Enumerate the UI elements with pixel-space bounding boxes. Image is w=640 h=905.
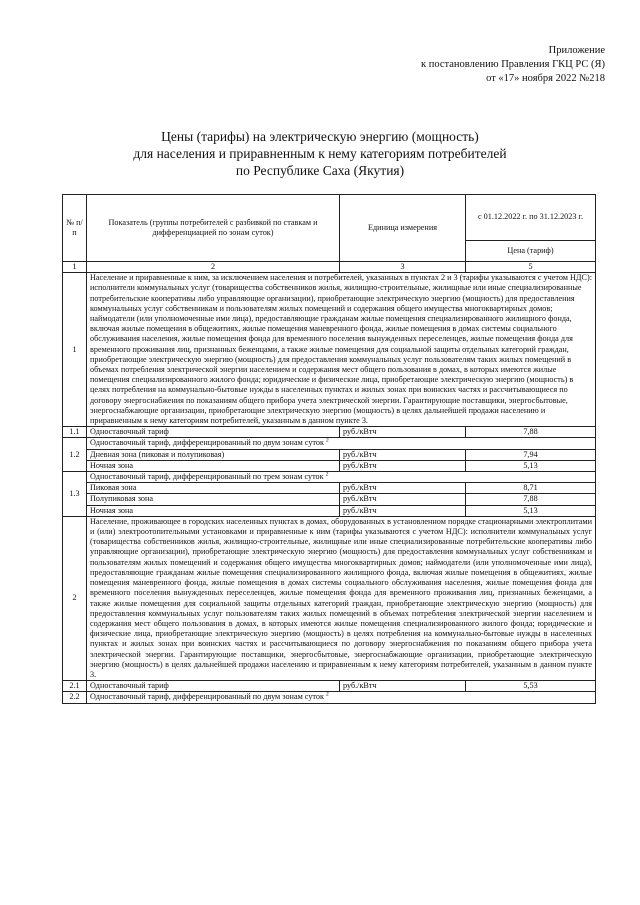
row-1-1-num: 1.1: [63, 427, 87, 438]
row-2-2-footnote: 2: [326, 691, 329, 698]
row-1-2-header: [63, 438, 596, 449]
header-unit: Единица измерения: [340, 195, 466, 262]
row-1-2-label: Одноставочный тариф, дифференцированный по двум зонам суток: [90, 438, 324, 448]
index-2: 2: [87, 262, 340, 273]
row-1-3-zone-night-label: Ночная зона: [87, 505, 340, 516]
title-line-3: по Республике Саха (Якутия): [235, 163, 405, 178]
row-2-2-header: [63, 692, 596, 703]
row-1-3-num: 1.3: [63, 472, 87, 517]
header-num: № п/п: [63, 195, 87, 262]
appendix-block: [421, 44, 605, 86]
row-2-2-label-cell: [87, 692, 596, 703]
row-1-2-footnote: 2: [326, 437, 329, 444]
row-1-3-label-cell: [87, 472, 596, 483]
row-1-2-zone-night-price: 5,13: [466, 460, 596, 471]
row-1-3-zone-peak-unit: руб./кВтч: [340, 483, 466, 494]
row-1-2-label-cell: [87, 438, 596, 449]
row-1-3-zone-night-unit: руб./кВтч: [340, 505, 466, 516]
row-2-1-label: Одноставочный тариф: [87, 681, 340, 692]
row-2-1-price: 5,53: [466, 681, 596, 692]
row-1-2-zone-night: [63, 460, 596, 471]
index-1: 1: [63, 262, 87, 273]
section-2-row: [63, 516, 596, 680]
row-1-1: [63, 427, 596, 438]
row-1-2-zone-day: [63, 449, 596, 460]
section-2-num: 2: [63, 516, 87, 680]
row-2-1: [63, 681, 596, 692]
header-price: Цена (тариф): [466, 241, 596, 262]
row-1-3-label: Одноставочный тариф, дифференцированный по трем зонам суток: [90, 472, 324, 482]
row-1-2-zone-night-label: Ночная зона: [87, 460, 340, 471]
section-1-row: [63, 273, 596, 427]
row-1-3-zone-peak: [63, 483, 596, 494]
index-row: [63, 262, 596, 273]
row-2-2-num: 2.2: [63, 692, 87, 703]
row-1-1-unit: руб./кВтч: [340, 427, 466, 438]
section-1-description: Население и приравненные к ним, за исключением населения и потребителей, указанных в пунктах 2 и 3 (тарифы указываются с учетом НДС): исполнители коммунальных услуг (товарищества собственников жилья, жилищно-строительные, жилищные или иные специализированные потребительские кооперативы либо управляющие организации), приобретающие электрическую энергию (мощность) для предоставления коммунальных услуг собственникам и пользователям жилых помещений и содержания общего имущества многоквартирных домов; наймодатели (или уполномоченные ими лица), предоставляющие гражданам жилые помещения специализированного жилищного фонда, включая жилые помещения в общежитиях, жилые помещения маневренного фонда, жилые помещения в домах системы социального обслуживания населения, жилые помещения фонда для временного поселения вынужденных переселенцев, жилые помещения фонда для временного проживания лиц, признанных беженцами, а также жилые помещения для социальной защиты отдельных категорий граждан, приобретающие электрическую энергию (мощность) для предоставления коммунальных услуг пользователям таких жилых помещений в объемах потребления электрической энергии населением и содержания мест общего пользования в домах, в которых имеются жилые помещения специализированного жилого фонда; юридические и физические лица, приобретающие электрическую энергию (мощность) в целях потребления на коммунально-бытовые нужды в населенных пунктах и жилых зонах при воинских частях и рассчитывающиеся по договору энергоснабжения по показаниям общего прибора учета электрической энергии. Гарантирующие поставщики, энергосбытовые, энергоснабжающие организации, приобретающие электрическую энергию (мощность) в целях дальнейшей продажи населению и приравненным к нему категориям потребителей, указанным в данном пункте 3.: [87, 273, 596, 427]
row-1-3-header: [63, 472, 596, 483]
row-1-2-num: 1.2: [63, 438, 87, 472]
header-period: с 01.12.2022 г. по 31.12.2023 г.: [466, 195, 596, 241]
appendix-line-3: от «17» ноября 2022 №218: [486, 73, 605, 84]
row-1-3-footnote: 2: [325, 471, 329, 478]
row-1-2-zone-day-price: 7,94: [466, 449, 596, 460]
row-1-1-price: 7,88: [466, 427, 596, 438]
row-1-3-zone-semipeak: [63, 494, 596, 505]
row-1-3-zone-semipeak-unit: руб./кВтч: [340, 494, 466, 505]
row-1-2-zone-night-unit: руб./кВтч: [340, 460, 466, 471]
row-2-1-unit: руб./кВтч: [340, 681, 466, 692]
row-1-3-zone-semipeak-label: Полупиковая зона: [87, 494, 340, 505]
row-1-3-zone-night-price: 5,13: [466, 505, 596, 516]
row-1-3-zone-peak-label: Пиковая зона: [87, 483, 340, 494]
document-title: [60, 128, 580, 179]
index-3: 3: [340, 262, 466, 273]
row-1-3-zone-night: [63, 505, 596, 516]
section-1-num: 1: [63, 273, 87, 427]
section-2-description: Население, проживающее в городских населенных пунктах в домах, оборудованных в установленном порядке стационарными электроплитами и (или) электроотопительными установками и приравненные к ним (тарифы указываются с учетом НДС): исполнители коммунальных услуг (товарищества собственников жилья, жилищно-строительные, жилищные или иные специализированные потребительские кооперативы либо управляющие организации), приобретающие электрическую энергию (мощность) для предоставления коммунальных услуг собственникам и пользователям жилых помещений и содержания общего имущества многоквартирных домов; наймодатели (или уполномоченные ими лица), предоставляющие гражданам жилые помещения специализированного жилищного фонда, включая жилые помещения в общежитиях, жилые помещения маневренного фонда, жилые помещения в домах системы социального обслуживания населения, жилые помещения фонда для временного поселения вынужденных переселенцев, жилые помещения фонда для временного проживания лиц, признанных беженцами, а также жилые помещения для социальной защиты отдельных категорий граждан, приобретающие электрическую энергию (мощность) для предоставления коммунальных услуг пользователям таких жилых помещений в объемах потребления электрической энергии населением и содержания мест общего пользования в домах, в которых имеются жилые помещения специализированного жилого фонда; юридические и физические лица, приобретающие электрическую энергию (мощность) в целях потребления на коммунально-бытовые нужды в населенных пунктах и жилых зонах при воинских частях и рассчитывающиеся по договору энергоснабжения по показаниям общего прибора учета электрической энергии. Гарантирующие поставщики, энергосбытовые, энергоснабжающие организации, приобретающие электрическую энергию (мощность) в целях дальнейшей продажи населению и приравненным к нему категориям потребителей, указанным в данном пункте 3.: [87, 516, 596, 680]
row-1-3-zone-peak-price: 8,71: [466, 483, 596, 494]
row-2-2-label: Одноставочный тариф, дифференцированный по двум зонам суток: [90, 692, 324, 702]
index-5: 5: [466, 262, 596, 273]
row-1-2-zone-day-label: Дневная зона (пиковая и полупиковая): [87, 449, 340, 460]
tariff-table: [62, 194, 596, 704]
row-1-1-label: Одноставочный тариф: [87, 427, 340, 438]
row-1-3-zone-semipeak-price: 7,88: [466, 494, 596, 505]
row-1-2-zone-day-unit: руб./кВтч: [340, 449, 466, 460]
appendix-line-1: Приложение: [548, 45, 605, 56]
header-indicator: Показатель (группы потребителей с разбивкой по ставкам и дифференциацией по зонам суток): [87, 195, 340, 262]
header-row: [63, 195, 596, 241]
appendix-line-2: к постановлению Правления ГКЦ РС (Я): [421, 59, 605, 70]
title-line-2: для населения и приравненным к нему категориям потребителей: [133, 146, 507, 161]
title-line-1: Цены (тарифы) на электрическую энергию (мощность): [161, 129, 479, 144]
row-2-1-num: 2.1: [63, 681, 87, 692]
